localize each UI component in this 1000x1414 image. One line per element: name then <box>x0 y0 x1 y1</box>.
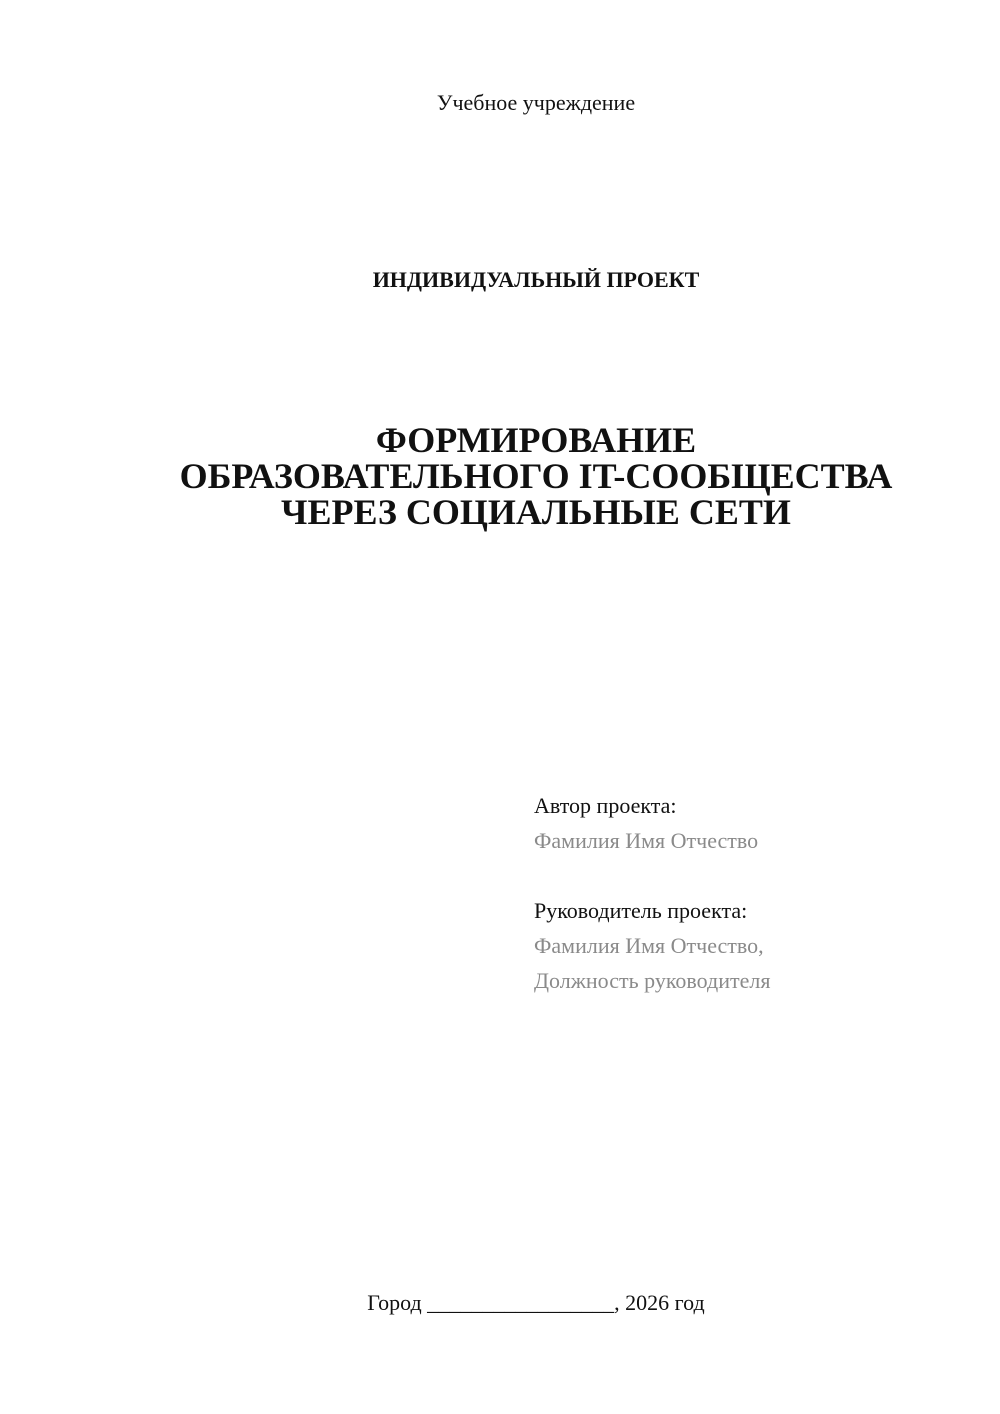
project-title <box>0 422 1000 530</box>
credits-spacer <box>534 858 770 893</box>
title-line-2: ОБРАЗОВАТЕЛЬНОГО IT-СООБЩЕСТВА <box>179 456 893 496</box>
author-label: Автор проекта: <box>534 793 677 818</box>
supervisor-label: Руководитель проекта: <box>534 898 748 923</box>
author-name: Фамилия Имя Отчество <box>534 828 759 853</box>
title-line-3: ЧЕРЕЗ СОЦИАЛЬНЫЕ СЕТИ <box>281 492 791 532</box>
supervisor-position: Должность руководителя <box>534 968 771 993</box>
city-year-footer: Город _________________, 2026 год <box>367 1290 705 1315</box>
title-line-1: ФОРМИРОВАНИЕ <box>375 420 697 460</box>
institution-name: Учебное учреждение <box>436 90 636 115</box>
supervisor-name: Фамилия Имя Отчество, <box>534 933 764 958</box>
credits-block <box>534 788 770 998</box>
project-type-heading: ИНДИВИДУАЛЬНЫЙ ПРОЕКТ <box>372 267 700 292</box>
